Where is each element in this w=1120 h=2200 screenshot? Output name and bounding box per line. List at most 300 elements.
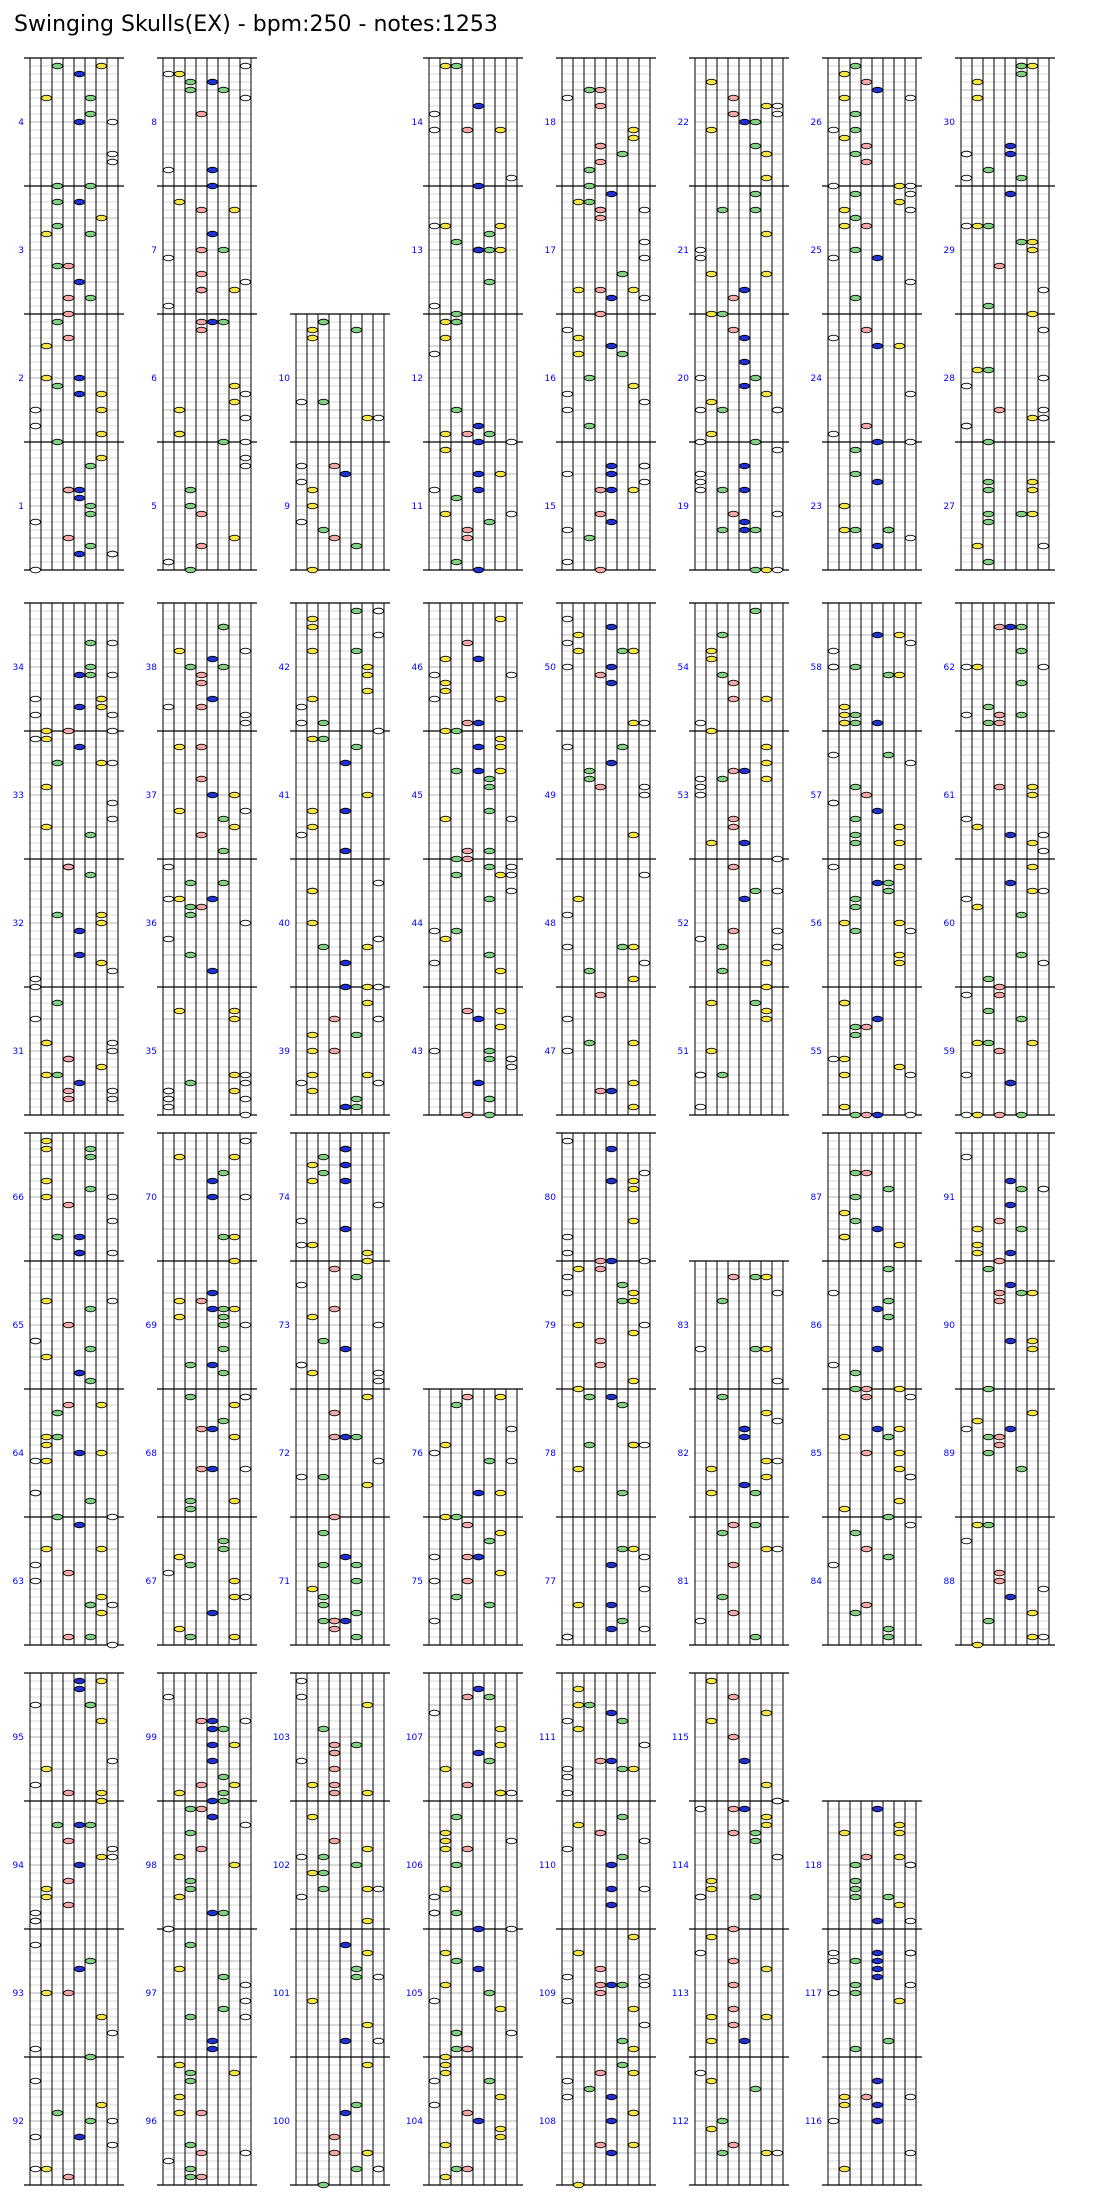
measure-number: 102 [272, 1861, 290, 1871]
note [219, 2006, 229, 2012]
note [452, 872, 462, 878]
note [840, 2102, 850, 2108]
note [441, 1838, 451, 1844]
note [53, 1000, 63, 1006]
note [762, 175, 772, 181]
note [707, 311, 717, 317]
note [962, 151, 972, 157]
note [707, 1886, 717, 1892]
note [186, 1080, 196, 1086]
note [851, 2046, 861, 2052]
measure-number: 42 [278, 663, 290, 673]
note [53, 1234, 63, 1240]
note [851, 816, 861, 822]
note [485, 1538, 495, 1544]
note [640, 207, 650, 213]
note [640, 399, 650, 405]
note [441, 1846, 451, 1852]
note [319, 720, 329, 726]
note [906, 391, 916, 397]
note [452, 1402, 462, 1408]
note [640, 1554, 650, 1560]
note [485, 1048, 495, 1054]
note [507, 1926, 517, 1932]
note [1017, 1466, 1027, 1472]
note [1006, 1202, 1016, 1208]
note [31, 976, 41, 982]
note [740, 1482, 750, 1488]
measure-column [811, 1133, 922, 1645]
note [596, 1830, 606, 1836]
measure-number: 15 [544, 502, 556, 512]
note [740, 896, 750, 902]
note [241, 1322, 251, 1328]
note [563, 391, 573, 397]
note [219, 1974, 229, 1980]
note [485, 2078, 495, 2084]
note [773, 928, 783, 934]
note [208, 1194, 218, 1200]
note [1017, 1186, 1027, 1192]
note [895, 1902, 905, 1908]
note [363, 664, 373, 670]
note [230, 1434, 240, 1440]
note [485, 776, 495, 782]
note [884, 1314, 894, 1320]
note [241, 1072, 251, 1078]
note [1039, 375, 1049, 381]
note [640, 1742, 650, 1748]
note [729, 2022, 739, 2028]
note [563, 1998, 573, 2004]
note [729, 1522, 739, 1528]
note [164, 559, 174, 565]
note [607, 2118, 617, 2124]
note [729, 1610, 739, 1616]
note [840, 1506, 850, 1512]
note [374, 1458, 384, 1464]
note [363, 415, 373, 421]
note [507, 175, 517, 181]
note [441, 1886, 451, 1892]
note [873, 1112, 883, 1118]
note [873, 543, 883, 549]
note [197, 744, 207, 750]
note [1028, 840, 1038, 846]
note [308, 1782, 318, 1788]
note [618, 1490, 628, 1496]
note [230, 1306, 240, 1312]
note [629, 2110, 639, 2116]
measure-number: 113 [671, 1989, 689, 1999]
note [507, 1426, 517, 1432]
note [718, 207, 728, 213]
note [430, 223, 440, 229]
note [906, 640, 916, 646]
note [718, 776, 728, 782]
measure-column [412, 1389, 523, 1645]
note [64, 1990, 74, 1996]
note [851, 1530, 861, 1536]
note [374, 1378, 384, 1384]
note [496, 247, 506, 253]
note [895, 672, 905, 678]
note [75, 1080, 85, 1086]
note [75, 119, 85, 125]
note [862, 1602, 872, 1608]
note [97, 1450, 107, 1456]
note [906, 1918, 916, 1924]
note [740, 1758, 750, 1764]
note [640, 479, 650, 485]
note [840, 2166, 850, 2172]
note [773, 944, 783, 950]
note [596, 207, 606, 213]
measure-number: 90 [943, 1321, 955, 1331]
note [707, 1490, 717, 1496]
note [906, 928, 916, 934]
note [563, 944, 573, 950]
note [629, 135, 639, 141]
note [629, 2070, 639, 2076]
note [618, 1814, 628, 1820]
measure-number: 65 [12, 1321, 24, 1331]
note [352, 1966, 362, 1972]
measure-number: 92 [12, 2117, 24, 2127]
note [485, 279, 495, 285]
note [108, 1758, 118, 1764]
note [895, 1854, 905, 1860]
note [86, 1702, 96, 1708]
note [297, 1080, 307, 1086]
note [640, 872, 650, 878]
note [596, 2142, 606, 2148]
note [430, 1450, 440, 1456]
note [42, 784, 52, 790]
note [474, 1926, 484, 1932]
note [751, 1634, 761, 1640]
note [840, 720, 850, 726]
note [31, 2166, 41, 2172]
note [352, 1104, 362, 1110]
note [363, 1250, 373, 1256]
note [862, 223, 872, 229]
note [75, 375, 85, 381]
note [762, 2014, 772, 2020]
note [840, 1234, 850, 1240]
note [330, 1048, 340, 1054]
note [851, 1370, 861, 1376]
note [308, 824, 318, 830]
note [895, 824, 905, 830]
note [241, 63, 251, 69]
note [208, 1610, 218, 1616]
note [208, 167, 218, 173]
note [1028, 792, 1038, 798]
note [31, 984, 41, 990]
note [330, 1626, 340, 1632]
note [895, 1242, 905, 1248]
note [42, 736, 52, 742]
note [42, 95, 52, 101]
note [906, 183, 916, 189]
note [851, 127, 861, 133]
note [629, 1330, 639, 1336]
note [230, 1862, 240, 1868]
note [984, 1618, 994, 1624]
note [208, 696, 218, 702]
note [574, 632, 584, 638]
note [607, 343, 617, 349]
note [485, 896, 495, 902]
note [197, 1466, 207, 1472]
note [64, 1838, 74, 1844]
measure-number: 86 [810, 1321, 822, 1331]
note [53, 760, 63, 766]
note [463, 2046, 473, 2052]
note [895, 1822, 905, 1828]
measure-number: 17 [544, 246, 556, 256]
note [463, 1782, 473, 1788]
note [840, 503, 850, 509]
note [906, 1950, 916, 1956]
note [175, 431, 185, 437]
note [851, 1024, 861, 1030]
note [175, 199, 185, 205]
note [1006, 1426, 1016, 1432]
note [574, 1726, 584, 1732]
measure-number: 40 [278, 919, 290, 929]
note [197, 271, 207, 277]
note [629, 1104, 639, 1110]
note [762, 2150, 772, 2156]
note [840, 207, 850, 213]
measure-number: 18 [544, 118, 556, 128]
note [241, 1112, 251, 1118]
note [42, 1178, 52, 1184]
note [363, 1918, 373, 1924]
note [707, 79, 717, 85]
note [607, 191, 617, 197]
note [596, 287, 606, 293]
note [829, 1562, 839, 1568]
note [374, 880, 384, 886]
note [430, 2102, 440, 2108]
note [629, 944, 639, 950]
note [707, 728, 717, 734]
note [762, 960, 772, 966]
measure-number: 85 [810, 1449, 822, 1459]
note [363, 1000, 373, 1006]
note [86, 664, 96, 670]
measure-number: 116 [804, 2117, 822, 2127]
note [563, 744, 573, 750]
note [363, 2062, 373, 2068]
note [574, 335, 584, 341]
measure-number: 12 [411, 374, 423, 384]
note [496, 736, 506, 742]
note [186, 1362, 196, 1368]
measure-number: 77 [544, 1577, 556, 1587]
note [984, 367, 994, 373]
note [840, 1104, 850, 1110]
note [197, 1806, 207, 1812]
note [31, 1782, 41, 1788]
note [873, 1346, 883, 1352]
note [851, 527, 861, 533]
measure-column [678, 1261, 789, 1645]
note [230, 1742, 240, 1748]
note [64, 2174, 74, 2180]
note [175, 71, 185, 77]
note [895, 183, 905, 189]
note [308, 1314, 318, 1320]
note [729, 2006, 739, 2012]
note [219, 247, 229, 253]
note [496, 696, 506, 702]
note [175, 1298, 185, 1304]
note [42, 1458, 52, 1464]
note [86, 463, 96, 469]
note [995, 1570, 1005, 1576]
note [363, 1072, 373, 1078]
note [219, 816, 229, 822]
measure-number: 29 [943, 246, 955, 256]
note [862, 1854, 872, 1860]
measure-column [146, 1133, 257, 1645]
note [618, 1618, 628, 1624]
note [995, 712, 1005, 718]
note [208, 1726, 218, 1732]
note [86, 1346, 96, 1352]
note [596, 1266, 606, 1272]
note [186, 1942, 196, 1948]
note [330, 2134, 340, 2140]
note [308, 1162, 318, 1168]
note [851, 1032, 861, 1038]
note [640, 295, 650, 301]
note [851, 1990, 861, 1996]
note [629, 127, 639, 133]
note [596, 1990, 606, 1996]
note [474, 487, 484, 493]
note [219, 1370, 229, 1376]
note [75, 1822, 85, 1828]
note [308, 1088, 318, 1094]
note [618, 1982, 628, 1988]
note [995, 1048, 1005, 1054]
note [640, 463, 650, 469]
note [208, 656, 218, 662]
note [773, 1546, 783, 1552]
note [485, 431, 495, 437]
note [241, 720, 251, 726]
note [297, 1854, 307, 1860]
note [1017, 71, 1027, 77]
note [973, 1040, 983, 1046]
note [164, 255, 174, 261]
measure-number: 16 [544, 374, 556, 384]
note [585, 183, 595, 189]
note [740, 383, 750, 389]
measure-column [811, 603, 922, 1118]
note [374, 2038, 384, 2044]
note [973, 904, 983, 910]
measure-column [545, 1133, 656, 1645]
note [75, 1370, 85, 1376]
note [341, 1346, 351, 1352]
note [64, 311, 74, 317]
note [574, 648, 584, 654]
note [729, 768, 739, 774]
note [1039, 664, 1049, 670]
note [740, 519, 750, 525]
note [718, 1394, 728, 1400]
note [208, 1466, 218, 1472]
note [618, 1298, 628, 1304]
note [441, 2054, 451, 2060]
note [452, 495, 462, 501]
note [751, 1490, 761, 1496]
note [729, 680, 739, 686]
note [485, 231, 495, 237]
note [164, 704, 174, 710]
note [840, 71, 850, 77]
note [230, 1578, 240, 1584]
note [430, 696, 440, 702]
measure-number: 84 [810, 1577, 822, 1587]
note [208, 1306, 218, 1312]
note [873, 1226, 883, 1232]
measure-number: 25 [810, 246, 822, 256]
note [851, 832, 861, 838]
note [718, 944, 728, 950]
note [452, 2166, 462, 2172]
note [1028, 888, 1038, 894]
note [629, 383, 639, 389]
note [696, 1806, 706, 1812]
note [962, 712, 972, 718]
measure-number: 87 [810, 1193, 822, 1203]
note [241, 1718, 251, 1724]
note [330, 1266, 340, 1272]
note [574, 1602, 584, 1608]
note [962, 1154, 972, 1160]
note [208, 896, 218, 902]
note [829, 127, 839, 133]
measure-number: 117 [804, 1989, 822, 1999]
note [629, 2046, 639, 2052]
note [108, 1040, 118, 1046]
note [895, 864, 905, 870]
note [352, 1032, 362, 1038]
note [164, 167, 174, 173]
note [352, 543, 362, 549]
note [895, 1498, 905, 1504]
note [297, 832, 307, 838]
measure-number: 38 [145, 663, 157, 673]
note [829, 1990, 839, 1996]
note [962, 1538, 972, 1544]
note [995, 784, 1005, 790]
note [308, 1370, 318, 1376]
note [740, 768, 750, 774]
note [1039, 848, 1049, 854]
note [873, 1958, 883, 1964]
note [851, 664, 861, 670]
note [751, 1838, 761, 1844]
note [308, 648, 318, 654]
